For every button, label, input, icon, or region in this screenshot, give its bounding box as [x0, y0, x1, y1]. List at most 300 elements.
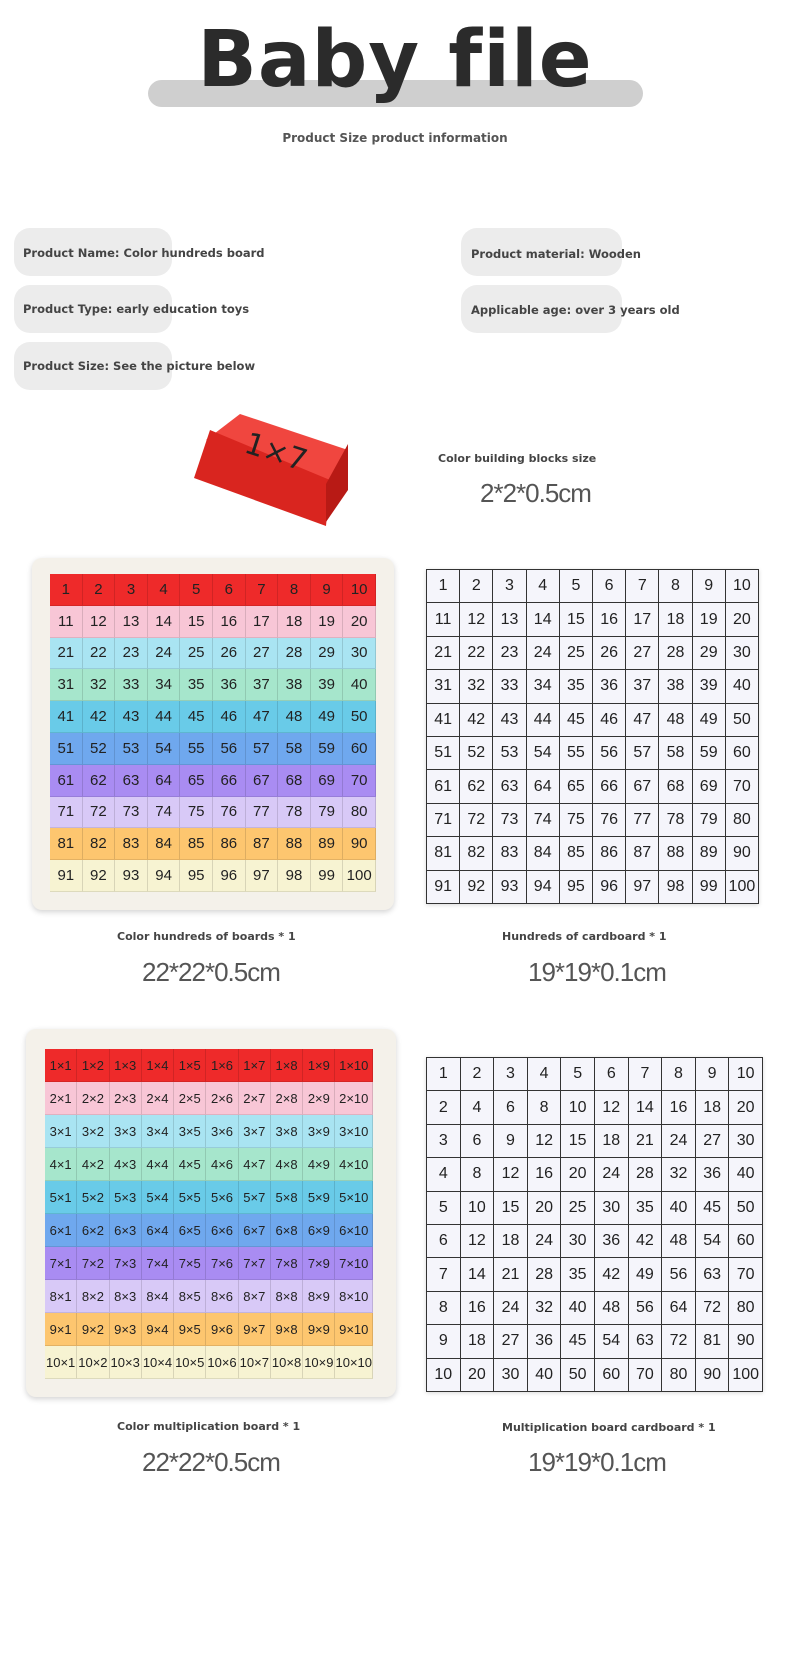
grid-cell: 3×4 [142, 1115, 174, 1148]
grid-cell: 18 [696, 1091, 730, 1124]
grid-cell: 8×10 [335, 1280, 373, 1313]
grid-cell: 43 [115, 701, 148, 733]
grid-cell: 25 [180, 638, 213, 670]
grid-cell: 1 [427, 570, 460, 603]
grid-cell: 28 [659, 637, 692, 670]
grid-cell: 10×5 [174, 1346, 206, 1379]
section-title: Product Size product information [282, 131, 508, 145]
grid-cell: 8 [528, 1091, 562, 1124]
grid-cell: 42 [595, 1258, 629, 1291]
grid-cell: 74 [527, 804, 560, 837]
grid-cell: 46 [213, 701, 246, 733]
grid-cell: 17 [626, 603, 659, 636]
grid-cell: 15 [494, 1192, 528, 1225]
grid-cell: 20 [561, 1158, 595, 1191]
grid-cell: 20 [729, 1091, 763, 1124]
grid-cell: 1×7 [239, 1049, 271, 1082]
grid-cell: 23 [493, 637, 526, 670]
grid-cell: 24 [662, 1125, 696, 1158]
grid-cell: 46 [593, 704, 626, 737]
grid-cell: 43 [493, 704, 526, 737]
grid-cell: 36 [528, 1325, 562, 1358]
grid-cell: 84 [148, 828, 181, 860]
grid-cell: 10 [427, 1359, 461, 1392]
grid-cell: 2×2 [77, 1082, 109, 1115]
grid-cell: 6×3 [110, 1214, 142, 1247]
grid-cell: 1×6 [206, 1049, 238, 1082]
grid-cell: 92 [460, 871, 493, 904]
grid-cell: 5×9 [303, 1181, 335, 1214]
grid-cell: 28 [629, 1158, 663, 1191]
grid-cell: 3 [115, 574, 148, 606]
grid-cell: 79 [693, 804, 726, 837]
cardboard-multiplication-grid [426, 1057, 763, 1392]
grid-cell: 18 [278, 606, 311, 638]
grid-cell: 27 [246, 638, 279, 670]
grid-cell: 29 [311, 638, 344, 670]
applicable-age-text: Applicable age: over 3 years old [471, 303, 680, 317]
grid-cell: 20 [726, 603, 759, 636]
grid-cell: 97 [246, 860, 279, 892]
grid-cell: 7×7 [239, 1247, 271, 1280]
grid-cell: 35 [561, 1258, 595, 1291]
grid-cell: 67 [626, 770, 659, 803]
grid-cell: 75 [180, 797, 213, 829]
grid-cell: 42 [629, 1225, 663, 1258]
grid-cell: 36 [593, 670, 626, 703]
grid-cell: 9×9 [303, 1313, 335, 1346]
grid-cell: 69 [693, 770, 726, 803]
grid-cell: 88 [659, 837, 692, 870]
grid-cell: 27 [696, 1125, 730, 1158]
grid-cell: 8×7 [239, 1280, 271, 1313]
grid-cell: 9×8 [271, 1313, 303, 1346]
grid-cell: 30 [494, 1359, 528, 1392]
grid-cell: 10 [343, 574, 376, 606]
grid-cell: 45 [696, 1192, 730, 1225]
grid-cell: 9 [696, 1058, 730, 1091]
grid-cell: 10×4 [142, 1346, 174, 1379]
grid-cell: 23 [115, 638, 148, 670]
block-size-label: Color building blocks size [438, 452, 597, 465]
grid-cell: 50 [561, 1359, 595, 1392]
grid-cell: 18 [494, 1225, 528, 1258]
grid-cell: 4×1 [45, 1148, 77, 1181]
grid-cell: 6×9 [303, 1214, 335, 1247]
grid-cell: 4 [148, 574, 181, 606]
grid-cell: 87 [626, 837, 659, 870]
grid-cell: 5×5 [174, 1181, 206, 1214]
grid-cell: 10×6 [206, 1346, 238, 1379]
grid-cell: 9×1 [45, 1313, 77, 1346]
grid-cell: 19 [311, 606, 344, 638]
grid-cell: 64 [527, 770, 560, 803]
grid-cell: 38 [659, 670, 692, 703]
grid-cell: 59 [693, 737, 726, 770]
grid-cell: 49 [311, 701, 344, 733]
grid-cell: 50 [726, 704, 759, 737]
grid-cell: 65 [560, 770, 593, 803]
grid-cell: 50 [729, 1192, 763, 1225]
grid-cell: 4×2 [77, 1148, 109, 1181]
grid-cell: 20 [461, 1359, 495, 1392]
grid-cell: 62 [460, 770, 493, 803]
grid-cell: 26 [593, 637, 626, 670]
grid-cell: 6×5 [174, 1214, 206, 1247]
grid-cell: 71 [427, 804, 460, 837]
grid-cell: 6×2 [77, 1214, 109, 1247]
grid-cell: 34 [527, 670, 560, 703]
grid-cell: 8 [427, 1292, 461, 1325]
grid-cell: 69 [311, 765, 344, 797]
grid-cell: 36 [595, 1225, 629, 1258]
grid-cell: 5×6 [206, 1181, 238, 1214]
grid-cell: 95 [180, 860, 213, 892]
grid-cell: 4 [527, 570, 560, 603]
grid-cell: 2 [461, 1058, 495, 1091]
grid-cell: 7 [626, 570, 659, 603]
grid-cell: 63 [629, 1325, 663, 1358]
grid-cell: 1×5 [174, 1049, 206, 1082]
grid-cell: 60 [595, 1359, 629, 1392]
grid-cell: 40 [528, 1359, 562, 1392]
grid-cell: 86 [593, 837, 626, 870]
grid-cell: 18 [595, 1125, 629, 1158]
grid-cell: 1×10 [335, 1049, 373, 1082]
grid-cell: 61 [50, 765, 83, 797]
grid-cell: 48 [659, 704, 692, 737]
grid-cell: 30 [343, 638, 376, 670]
grid-cell: 6 [461, 1125, 495, 1158]
grid-cell: 5×3 [110, 1181, 142, 1214]
grid-cell: 7×8 [271, 1247, 303, 1280]
grid-cell: 20 [528, 1192, 562, 1225]
grid-cell: 28 [528, 1258, 562, 1291]
grid-cell: 72 [696, 1292, 730, 1325]
grid-cell: 54 [696, 1225, 730, 1258]
grid-cell: 21 [427, 637, 460, 670]
grid-cell: 99 [311, 860, 344, 892]
grid-cell: 12 [595, 1091, 629, 1124]
grid-cell: 58 [278, 733, 311, 765]
grid-cell: 3×8 [271, 1115, 303, 1148]
grid-cell: 55 [180, 733, 213, 765]
grid-cell: 42 [460, 704, 493, 737]
grid-cell: 50 [343, 701, 376, 733]
grid-cell: 4×4 [142, 1148, 174, 1181]
grid-cell: 4×9 [303, 1148, 335, 1181]
grid-cell: 45 [561, 1325, 595, 1358]
grid-cell: 15 [561, 1125, 595, 1158]
grid-cell: 24 [494, 1292, 528, 1325]
grid-cell: 3×6 [206, 1115, 238, 1148]
grid-cell: 36 [213, 669, 246, 701]
grid-cell: 30 [729, 1125, 763, 1158]
grid-cell: 6 [595, 1058, 629, 1091]
grid-cell: 16 [461, 1292, 495, 1325]
grid-cell: 35 [560, 670, 593, 703]
grid-cell: 94 [148, 860, 181, 892]
grid-cell: 4 [461, 1091, 495, 1124]
grid-cell: 10 [729, 1058, 763, 1091]
grid-cell: 10×7 [239, 1346, 271, 1379]
grid-cell: 57 [626, 737, 659, 770]
grid-cell: 80 [726, 804, 759, 837]
grid-cell: 62 [83, 765, 116, 797]
grid-cell: 72 [460, 804, 493, 837]
grid-cell: 64 [148, 765, 181, 797]
grid-cell: 90 [726, 837, 759, 870]
grid-cell: 10 [461, 1192, 495, 1225]
grid-cell: 57 [246, 733, 279, 765]
grid-cell: 40 [662, 1192, 696, 1225]
grid-cell: 2 [460, 570, 493, 603]
color-multiplication-grid [45, 1049, 373, 1379]
grid-cell: 10 [561, 1091, 595, 1124]
grid-cell: 16 [213, 606, 246, 638]
grid-cell: 14 [148, 606, 181, 638]
grid-cell: 5×8 [271, 1181, 303, 1214]
color-hundreds-grid [50, 574, 376, 892]
grid-cell: 6 [593, 570, 626, 603]
grid-cell: 8 [461, 1158, 495, 1191]
grid-cell: 70 [729, 1258, 763, 1291]
grid-cell: 63 [115, 765, 148, 797]
grid-cell: 5 [427, 1192, 461, 1225]
product-material-text: Product material: Wooden [471, 247, 641, 261]
grid-cell: 38 [278, 669, 311, 701]
grid-cell: 5×7 [239, 1181, 271, 1214]
grid-cell: 76 [593, 804, 626, 837]
grid-cell: 1 [50, 574, 83, 606]
grid-cell: 7×1 [45, 1247, 77, 1280]
grid-cell: 98 [278, 860, 311, 892]
grid-cell: 3×5 [174, 1115, 206, 1148]
grid-cell: 70 [343, 765, 376, 797]
grid-cell: 4×7 [239, 1148, 271, 1181]
grid-cell: 80 [729, 1292, 763, 1325]
grid-cell: 6 [427, 1225, 461, 1258]
grid-cell: 5×2 [77, 1181, 109, 1214]
grid-cell: 77 [246, 797, 279, 829]
grid-cell: 26 [213, 638, 246, 670]
cardboard-hundreds-label: Hundreds of cardboard * 1 [502, 930, 667, 943]
grid-cell: 8×2 [77, 1280, 109, 1313]
grid-cell: 3 [427, 1125, 461, 1158]
grid-cell: 4×3 [110, 1148, 142, 1181]
color-multiplication-label: Color multiplication board * 1 [117, 1420, 301, 1433]
grid-cell: 49 [693, 704, 726, 737]
grid-cell: 45 [180, 701, 213, 733]
grid-cell: 4×10 [335, 1148, 373, 1181]
grid-cell: 37 [626, 670, 659, 703]
grid-cell: 9×4 [142, 1313, 174, 1346]
grid-cell: 14 [527, 603, 560, 636]
grid-cell: 8×5 [174, 1280, 206, 1313]
grid-cell: 6×10 [335, 1214, 373, 1247]
grid-cell: 51 [50, 733, 83, 765]
grid-cell: 83 [115, 828, 148, 860]
grid-cell: 9×5 [174, 1313, 206, 1346]
grid-cell: 98 [659, 871, 692, 904]
grid-cell: 40 [343, 669, 376, 701]
grid-cell: 95 [560, 871, 593, 904]
grid-cell: 61 [427, 770, 460, 803]
grid-cell: 21 [629, 1125, 663, 1158]
grid-cell: 40 [726, 670, 759, 703]
grid-cell: 60 [343, 733, 376, 765]
grid-cell: 47 [626, 704, 659, 737]
grid-cell: 19 [693, 603, 726, 636]
grid-cell: 73 [115, 797, 148, 829]
grid-cell: 32 [83, 669, 116, 701]
grid-cell: 72 [662, 1325, 696, 1358]
grid-cell: 25 [561, 1192, 595, 1225]
grid-cell: 16 [593, 603, 626, 636]
grid-cell: 6×1 [45, 1214, 77, 1247]
grid-cell: 21 [50, 638, 83, 670]
grid-cell: 52 [460, 737, 493, 770]
grid-cell: 2×5 [174, 1082, 206, 1115]
grid-cell: 3×7 [239, 1115, 271, 1148]
grid-cell: 12 [494, 1158, 528, 1191]
grid-cell: 60 [729, 1225, 763, 1258]
grid-cell: 100 [726, 871, 759, 904]
grid-cell: 30 [595, 1192, 629, 1225]
grid-cell: 32 [528, 1292, 562, 1325]
grid-cell: 10×3 [110, 1346, 142, 1379]
grid-cell: 85 [180, 828, 213, 860]
grid-cell: 40 [729, 1158, 763, 1191]
grid-cell: 68 [278, 765, 311, 797]
grid-cell: 56 [593, 737, 626, 770]
cardboard-multiplication-label: Multiplication board cardboard * 1 [502, 1421, 716, 1434]
grid-cell: 86 [213, 828, 246, 860]
grid-cell: 90 [343, 828, 376, 860]
grid-cell: 97 [626, 871, 659, 904]
color-multiplication-board [26, 1029, 396, 1397]
grid-cell: 99 [693, 871, 726, 904]
grid-cell: 58 [659, 737, 692, 770]
grid-cell: 8×4 [142, 1280, 174, 1313]
grid-cell: 24 [595, 1158, 629, 1191]
grid-cell: 33 [493, 670, 526, 703]
grid-cell: 52 [83, 733, 116, 765]
grid-cell: 15 [180, 606, 213, 638]
grid-cell: 6×8 [271, 1214, 303, 1247]
grid-cell: 79 [311, 797, 344, 829]
grid-cell: 1×1 [45, 1049, 77, 1082]
grid-cell: 11 [50, 606, 83, 638]
grid-cell: 44 [148, 701, 181, 733]
grid-cell: 4 [528, 1058, 562, 1091]
grid-cell: 13 [493, 603, 526, 636]
grid-cell: 7 [427, 1258, 461, 1291]
grid-cell: 82 [83, 828, 116, 860]
grid-cell: 24 [527, 637, 560, 670]
grid-cell: 12 [461, 1225, 495, 1258]
grid-cell: 3×2 [77, 1115, 109, 1148]
grid-cell: 3 [494, 1058, 528, 1091]
grid-cell: 2×4 [142, 1082, 174, 1115]
grid-cell: 54 [595, 1325, 629, 1358]
grid-cell: 3 [493, 570, 526, 603]
color-hundreds-size: 22*22*0.5cm [142, 957, 280, 987]
grid-cell: 30 [561, 1225, 595, 1258]
grid-cell: 12 [83, 606, 116, 638]
grid-cell: 6 [494, 1091, 528, 1124]
grid-cell: 1 [427, 1058, 461, 1091]
grid-cell: 24 [148, 638, 181, 670]
grid-cell: 9 [693, 570, 726, 603]
grid-cell: 56 [662, 1258, 696, 1291]
grid-cell: 55 [560, 737, 593, 770]
grid-cell: 1×9 [303, 1049, 335, 1082]
grid-cell: 94 [527, 871, 560, 904]
grid-cell: 85 [560, 837, 593, 870]
grid-cell: 32 [460, 670, 493, 703]
grid-cell: 54 [148, 733, 181, 765]
grid-cell: 6×6 [206, 1214, 238, 1247]
grid-cell: 7×3 [110, 1247, 142, 1280]
grid-cell: 88 [278, 828, 311, 860]
grid-cell: 74 [148, 797, 181, 829]
grid-cell: 2 [83, 574, 116, 606]
grid-cell: 12 [528, 1125, 562, 1158]
product-name-text: Product Name: Color hundreds board [23, 246, 265, 260]
grid-cell: 5 [180, 574, 213, 606]
grid-cell: 65 [180, 765, 213, 797]
grid-cell: 39 [693, 670, 726, 703]
grid-cell: 44 [527, 704, 560, 737]
grid-cell: 51 [427, 737, 460, 770]
grid-cell: 89 [311, 828, 344, 860]
grid-cell: 1×8 [271, 1049, 303, 1082]
grid-cell: 70 [726, 770, 759, 803]
grid-cell: 18 [461, 1325, 495, 1358]
grid-cell: 2×3 [110, 1082, 142, 1115]
grid-cell: 54 [527, 737, 560, 770]
color-block-image [188, 412, 348, 532]
grid-cell: 10×8 [271, 1346, 303, 1379]
cardboard-multiplication-size: 19*19*0.1cm [528, 1447, 666, 1477]
grid-cell: 14 [461, 1258, 495, 1291]
grid-cell: 71 [50, 797, 83, 829]
grid-cell: 84 [527, 837, 560, 870]
grid-cell: 31 [50, 669, 83, 701]
grid-cell: 34 [148, 669, 181, 701]
grid-cell: 22 [83, 638, 116, 670]
grid-cell: 7 [246, 574, 279, 606]
grid-cell: 3×3 [110, 1115, 142, 1148]
grid-cell: 81 [696, 1325, 730, 1358]
grid-cell: 56 [213, 733, 246, 765]
block-size-value: 2*2*0.5cm [480, 478, 591, 508]
grid-cell: 7×4 [142, 1247, 174, 1280]
grid-cell: 78 [278, 797, 311, 829]
grid-cell: 82 [460, 837, 493, 870]
grid-cell: 1×2 [77, 1049, 109, 1082]
grid-cell: 25 [560, 637, 593, 670]
grid-cell: 2×1 [45, 1082, 77, 1115]
grid-cell: 10×2 [77, 1346, 109, 1379]
grid-cell: 80 [662, 1359, 696, 1392]
grid-cell: 80 [343, 797, 376, 829]
grid-cell: 81 [427, 837, 460, 870]
grid-cell: 45 [560, 704, 593, 737]
grid-cell: 4×8 [271, 1148, 303, 1181]
grid-cell: 5×10 [335, 1181, 373, 1214]
